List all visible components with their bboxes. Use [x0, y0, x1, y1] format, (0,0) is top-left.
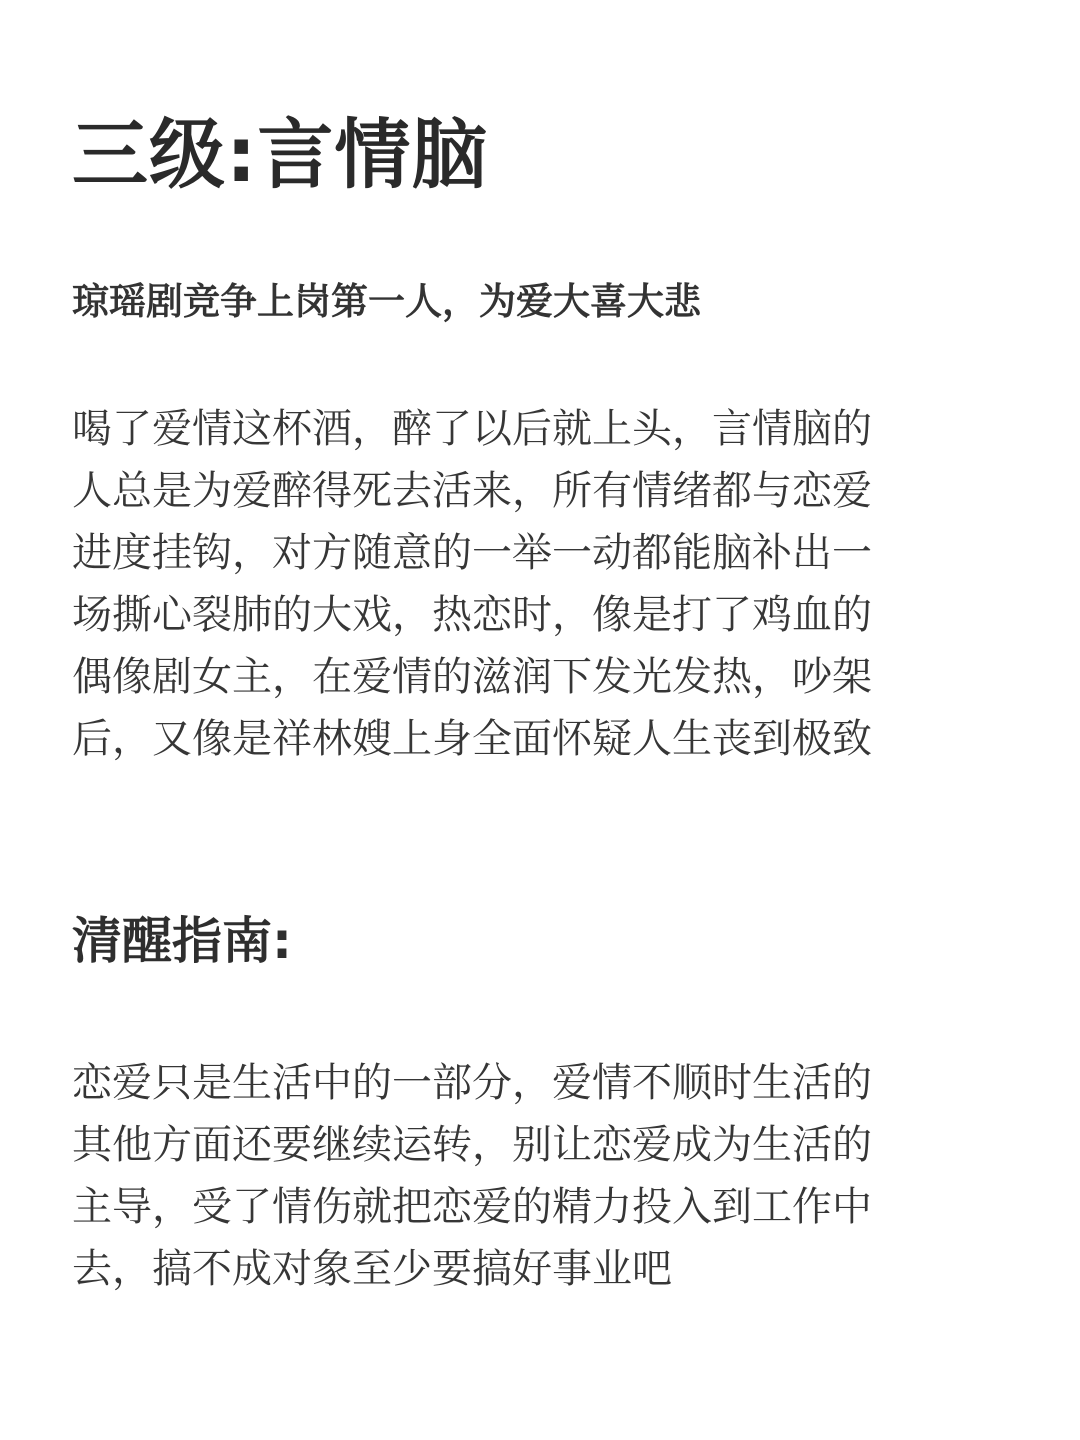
- paragraph-line: 主导，受了情伤就把恋爱的精力投入到工作中: [72, 1184, 872, 1230]
- paragraph-line: 人总是为爱醉得死去活来，所有情绪都与恋爱: [72, 468, 872, 514]
- description-paragraph: [72, 398, 992, 770]
- guide-paragraph: [72, 1052, 992, 1300]
- guide-heading: 清醒指南:: [72, 912, 292, 970]
- paragraph-line: 场撕心裂肺的大戏，热恋时，像是打了鸡血的: [72, 592, 872, 638]
- paragraph-line: 恋爱只是生活中的一部分，爱情不顺时生活的: [72, 1060, 872, 1106]
- paragraph-line: 后，又像是祥林嫂上身全面怀疑人生丧到极致: [72, 716, 872, 762]
- paragraph-line: 其他方面还要继续运转，别让恋爱成为生活的: [72, 1122, 872, 1168]
- page-subtitle: 琼瑶剧竞争上岗第一人，为爱大喜大悲: [72, 280, 701, 323]
- paragraph-line: 去，搞不成对象至少要搞好事业吧: [72, 1246, 672, 1292]
- paragraph-line: 喝了爱情这杯酒，醉了以后就上头，言情脑的: [72, 406, 872, 452]
- page-title: 三级:言情脑: [72, 110, 489, 199]
- paragraph-line: 进度挂钩，对方随意的一举一动都能脑补出一: [72, 530, 872, 576]
- paragraph-line: 偶像剧女主，在爱情的滋润下发光发热，吵架: [72, 654, 872, 700]
